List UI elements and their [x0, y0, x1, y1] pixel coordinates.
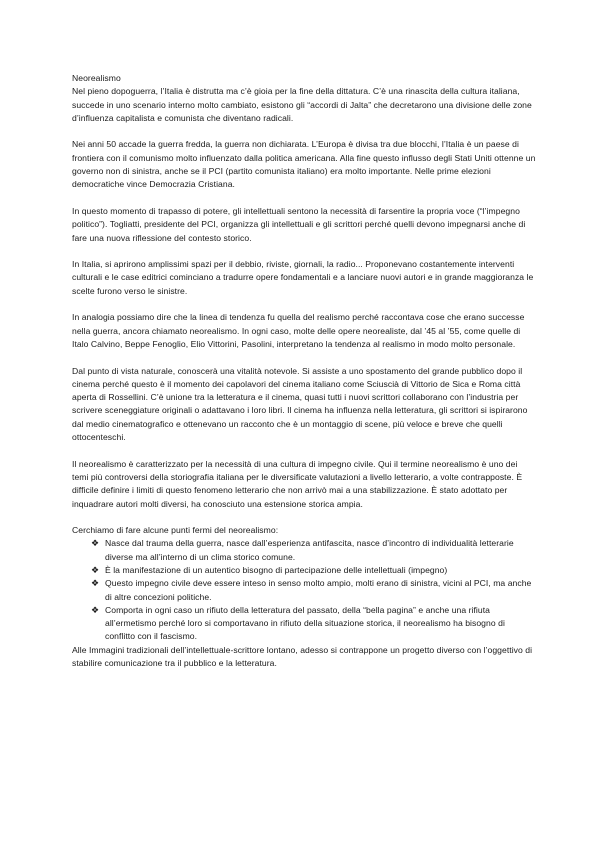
key-points-list	[72, 537, 536, 643]
paragraph-realism-tendency: In analogia possiamo dire che la linea di tendenza fu quella del realismo perché raccontava cose che erano successe nella guerra, ancora chiamato neorealismo. In ogni caso, molte delle opere neorealiste, dal ’45 al ’55, come quelle di Italo Calvino, Beppe Fenoglio, Elio Vittorini, Pasolini, interpretano la tendenza al realismo in modo molto personale.	[72, 312, 525, 349]
paragraph-cold-war: Nei anni 50 accade la guerra fredda, la guerra non dichiarata. L’Europa è divisa tra due blocchi, l’Italia è un paese di frontiera con il comunismo molto influenzato dalla politica americana. Alla fine questo influsso degli Stati Uniti ottenne un governo non di sinistra, anche se il PCI (partito comunista italiano) era molto importante. Nelle prime elezioni democratiche vince Democrazia Cristiana.	[72, 139, 536, 190]
paragraph-cinema: Dal punto di vista naturale, conoscerà una vitalità notevole. Si assiste a uno spostamento del grande pubblico dopo il cinema perché questo è il momento dei capolavori del cinema italiano come Sciuscià di Vittorio de Sica e Roma città aperta di Rossellini. C’è unione tra la letteratura e il cinema, quasi tutti i nuovi scrittori collaborano con l’industria per scrivere sceneggiature originali o adattavano i loro libri. Il cinema ha influenza nella letteratura, gli scrittori si ispirarono dal medio cinematografico e ottenevano un racconto che è un montaggio di scene, più veloce e breve che quelli ottocenteschi.	[72, 365, 528, 443]
paragraph-closing: Alle Immagini tradizionali dell’intellettuale-scrittore lontano, adesso si contrappone un progetto diverso con l’oggettivo di stabilire comunicazione tra il pubblico e la letteratura.	[72, 644, 533, 669]
paragraph-postwar: Nel pieno dopoguerra, l’Italia è distrutta ma c’è gioia per la fine della dittatura. C’è una rinascita della cultura italiana, succede in uno scenario interno molto cambiato, esistono gli “accordi di Jalta” che decretarono una divisione delle zone d’influenza capitalista e comunista che diventano radicali.	[72, 86, 532, 123]
list-item-text: Questo impegno civile deve essere inteso in senso molto ampio, molti erano di sinistra, vicini al PCI, ma anche di altre concezioni politiche.	[105, 578, 532, 602]
list-item	[89, 577, 536, 604]
list-item	[89, 564, 536, 577]
list-item	[89, 537, 536, 564]
list-intro: Cerchiamo di fare alcune punti fermi del neorealismo:	[72, 525, 279, 536]
document-title: Neorealismo	[72, 73, 121, 83]
list-item-text: Comporta in ogni caso un rifiuto della letteratura del passato, della “bella pagina” e anche una rifiuta all’ermetismo perché loro si comportavano in rifiuto della situazione storica, il neorealismo ha bisogno di conflitto con il fascismo.	[105, 604, 505, 642]
paragraph-definition: Il neorealismo è caratterizzato per la necessità di una cultura di impegno civile. Qui il termine neorealismo è uno dei temi più controversi della storiografia italiana per le diversificate valutazioni a livello letterario, a volte contrapposte. È difficile definire i limiti di questo fenomeno letterario che non arrivò mai a una stabilizzazione. È stato adottato per inquadrare autori molti diversi, ha conosciuto una estensione storica ampia.	[72, 458, 523, 509]
diamond-bullet-icon: ❖	[90, 578, 100, 589]
diamond-bullet-icon: ❖	[90, 564, 100, 575]
paragraph-cultural-spaces: In Italia, si aprirono amplissimi spazi per il debbio, riviste, giornali, la radio... Proponevano costantemente interventi culturali e le case editrici cominciano a tradurre opere fondamentali e a lanciare nuovi autori e in grande maggioranza le scelte furono verso le sinistre.	[72, 259, 534, 296]
paragraph-political-commitment: In questo momento di trapasso di potere, gli intellettuali sentono la necessità di farsentire la propria voce (“l’impegno politico”). Togliatti, presidente del PCI, organizza gli intellettuali e gli scrittori perché quelli devono impegnarsi anche di fare una nuova riflessione del contesto storico.	[72, 205, 526, 243]
list-item-text: Nasce dal trauma della guerra, nasce dall’esperienza antifascita, nasce d’incontro di individualità letterarie diverse ma all’interno di un clima storico comune.	[105, 538, 514, 562]
list-item	[89, 604, 536, 644]
diamond-bullet-icon: ❖	[90, 538, 100, 549]
diamond-bullet-icon: ❖	[90, 604, 100, 615]
list-item-text: È la manifestazione di un autentico bisogno di partecipazione delle intellettuali (impegno)	[105, 564, 448, 575]
